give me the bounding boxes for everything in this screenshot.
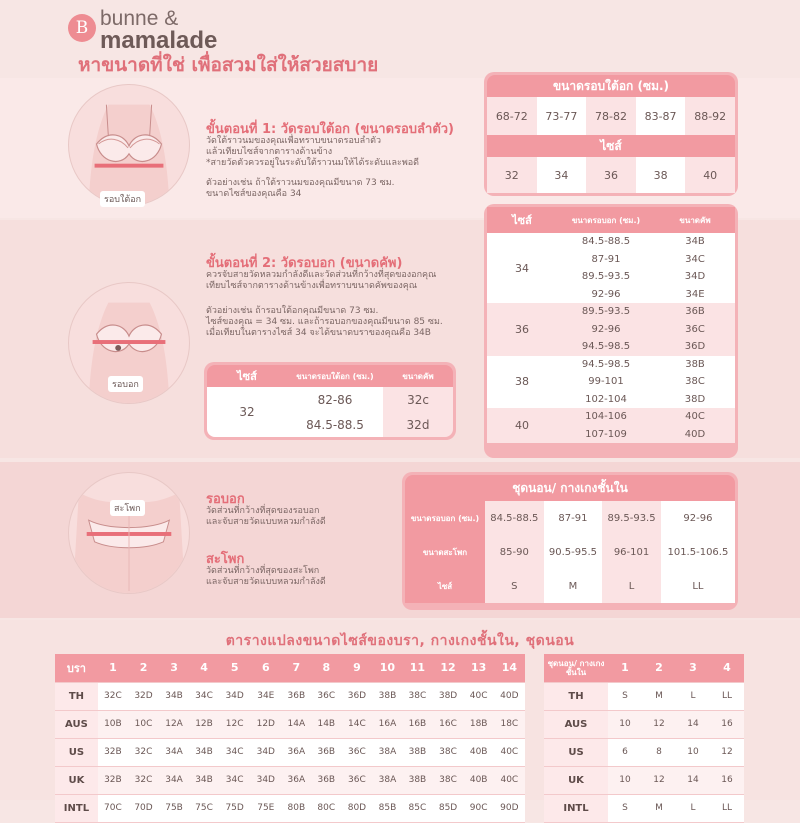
- conversion-cell: 40C: [494, 766, 525, 794]
- conversion-cell: 14: [676, 710, 710, 738]
- cup-bust-range: 94.5-98.5: [557, 356, 655, 374]
- conversion-cell: 34B: [189, 766, 219, 794]
- conversion-cell: 38A: [373, 738, 403, 766]
- example-cup-table: [204, 362, 456, 440]
- sleepwear-conversion-table: [544, 654, 744, 823]
- conversion-header-cell: 3: [159, 654, 189, 682]
- sleepwear-row-label: ขนาดรอบอก (ซม.): [405, 501, 485, 535]
- conversion-cell: L: [676, 794, 710, 822]
- conversion-cell: 38B: [402, 766, 432, 794]
- conversion-cell: 38B: [402, 738, 432, 766]
- sleepwear-cell: 101.5-106.5: [661, 535, 735, 569]
- conversion-cell: 34A: [159, 766, 189, 794]
- conversion-cell: 80D: [341, 794, 372, 822]
- waist-instructions: [206, 506, 326, 528]
- hip-illustration-icon: [69, 473, 189, 593]
- underbust-size: 36: [586, 157, 636, 193]
- waist-line: และจับสายวัดแบบหลวมกำลังดี: [206, 517, 326, 527]
- conversion-cell: 32B: [98, 738, 128, 766]
- underbust-table-header: ขนาดรอบใต้อก (ซม.): [487, 75, 735, 97]
- conversion-cell: 10: [676, 738, 710, 766]
- conversion-title: ตารางแปลงขนาดไซส์ของบรา, กางเกงชั้นใน, ชุดนอน: [225, 633, 575, 649]
- sleepwear-cell: 87-91: [544, 501, 603, 535]
- cup-bust-range: 104-106: [557, 408, 655, 426]
- conversion-region: TH: [55, 682, 98, 710]
- conversion-cell: 10: [608, 766, 642, 794]
- conversion-cell: 32C: [128, 738, 159, 766]
- sleepwear-row-label: ขนาดสะโพก: [405, 535, 485, 569]
- cup-bust-range: 102-104: [557, 391, 655, 409]
- cup-size: 38C: [655, 373, 735, 391]
- example-size: 32: [207, 387, 287, 437]
- underbust-illustration: [68, 84, 190, 206]
- step1-example-line: ตัวอย่างเช่น ถ้าใต้ราวนมของคุณมีขนาด 73 ซม.: [206, 178, 395, 188]
- hip-label: สะโพก: [110, 500, 145, 516]
- conversion-cell: 12B: [189, 710, 219, 738]
- conversion-cell: 32B: [98, 766, 128, 794]
- conversion-cell: 40C: [464, 682, 494, 710]
- example-range: 84.5-88.5: [287, 412, 383, 437]
- bra-conversion-table: [55, 654, 525, 823]
- underbust-size: 38: [636, 157, 686, 193]
- brand-name-line1: bunne &: [100, 7, 179, 30]
- conversion-header-cell: 3: [676, 654, 710, 682]
- cup-size: 36B: [655, 303, 735, 321]
- sleepwear-cell: 96-101: [602, 535, 661, 569]
- step2-line: เทียบไซส์จากตารางด้านข้างเพื่อทราบขนาดคัพของคุณ: [206, 281, 418, 291]
- hip-title: สะโพก: [206, 552, 245, 567]
- conversion-cell: 75B: [159, 794, 189, 822]
- conversion-region: TH: [544, 682, 608, 710]
- conversion-cell: 38D: [432, 682, 463, 710]
- conversion-cell: 10B: [98, 710, 128, 738]
- conversion-header-cell: 1: [608, 654, 642, 682]
- conversion-cell: 40B: [464, 766, 494, 794]
- conversion-header-cell: 4: [710, 654, 744, 682]
- conversion-cell: 34B: [159, 682, 189, 710]
- conversion-header-cell: 7: [281, 654, 311, 682]
- sleepwear-cell: 85-90: [485, 535, 544, 569]
- conversion-cell: 75D: [219, 794, 250, 822]
- conversion-cell: LL: [710, 794, 744, 822]
- conversion-cell: 38A: [373, 766, 403, 794]
- conversion-cell: 34B: [189, 738, 219, 766]
- cup-bust-range: 94.5-98.5: [557, 338, 655, 356]
- conversion-cell: S: [608, 682, 642, 710]
- cup-size: 38B: [655, 356, 735, 374]
- example-cup: 32d: [383, 412, 453, 437]
- cup-size-grid: [487, 207, 735, 443]
- waist-line: วัดส่วนที่กว้างที่สุดของรอบอก: [206, 506, 320, 516]
- conversion-header-cell: 4: [189, 654, 219, 682]
- conversion-cell: 75C: [189, 794, 219, 822]
- conversion-cell: 34C: [219, 738, 250, 766]
- cup-size: 34D: [655, 268, 735, 286]
- conversion-header-cell: 9: [341, 654, 372, 682]
- conversion-cell: M: [642, 682, 676, 710]
- conversion-cell: 18B: [464, 710, 494, 738]
- sleepwear-cell: 89.5-93.5: [602, 501, 661, 535]
- underbust-size: 32: [487, 157, 537, 193]
- cup-header-size: ไซส์: [487, 207, 557, 233]
- conversion-region: UK: [55, 766, 98, 794]
- conversion-cell: 14: [676, 766, 710, 794]
- conversion-cell: 16A: [373, 710, 403, 738]
- conversion-cell: 16: [710, 710, 744, 738]
- conversion-cell: 34D: [219, 682, 250, 710]
- sleepwear-cell: S: [485, 569, 544, 603]
- cup-header-bust: ขนาดรอบอก (ซม.): [557, 207, 655, 233]
- page-tagline: หาขนาดที่ใช่ เพื่อสวมใส่ให้สวยสบาย: [78, 54, 379, 76]
- conversion-cell: 36C: [341, 766, 372, 794]
- underbust-range: 83-87: [636, 97, 686, 135]
- conversion-header-cell: 2: [642, 654, 676, 682]
- conversion-cell: 16: [710, 766, 744, 794]
- conversion-cell: 34D: [250, 738, 281, 766]
- step2-example-line: ไซส์ของคุณ = 34 ซม. และถ้ารอบอกของคุณมีขนาด 85 ซม.: [206, 317, 443, 327]
- example-range: 82-86: [287, 387, 383, 412]
- conversion-cell: 34A: [159, 738, 189, 766]
- underbust-ranges-row: [487, 97, 735, 135]
- step2-example-line: เมื่อเทียบในตารางไซส์ 34 จะได้ขนาดบราของคุณคือ 34B: [206, 328, 431, 338]
- sleepwear-cell: 92-96: [661, 501, 735, 535]
- conversion-cell: 36B: [311, 738, 341, 766]
- underbust-range: 73-77: [537, 97, 587, 135]
- cup-bust-range: 107-109: [557, 426, 655, 444]
- conversion-cell: 40D: [494, 682, 525, 710]
- conversion-cell: 14A: [281, 710, 311, 738]
- cup-size: 34B: [655, 233, 735, 251]
- conversion-cell: 36A: [281, 738, 311, 766]
- conversion-cell: 36C: [311, 682, 341, 710]
- sleepwear-table-title: ชุดนอน/ กางเกงชั้นใน: [405, 475, 735, 501]
- bra-conversion-grid: [55, 654, 525, 823]
- step1-instructions: [206, 136, 419, 200]
- cup-bust-range: 92-96: [557, 286, 655, 304]
- conversion-region: US: [55, 738, 98, 766]
- conversion-cell: 36B: [311, 766, 341, 794]
- conversion-cell: 80C: [311, 794, 341, 822]
- conversion-header-cell: 6: [250, 654, 281, 682]
- cup-bust-range: 89.5-93.5: [557, 303, 655, 321]
- cup-group-size: 36: [487, 303, 557, 356]
- conversion-cell: 12: [710, 738, 744, 766]
- example-header-underbust: ขนาดรอบใต้อก (ซม.): [287, 365, 383, 387]
- cup-bust-range: 92-96: [557, 321, 655, 339]
- conversion-cell: 32C: [98, 682, 128, 710]
- conversion-cell: 6: [608, 738, 642, 766]
- underbust-label: รอบใต้อก: [100, 191, 145, 207]
- conversion-cell: 70D: [128, 794, 159, 822]
- cup-bust-range: 99-101: [557, 373, 655, 391]
- cup-header-cup: ขนาดคัพ: [655, 207, 735, 233]
- step1-line: แล้วเทียบไซส์จากตารางด้านข้าง: [206, 147, 333, 157]
- brand-logo-icon: B: [68, 14, 96, 42]
- underbust-range: 68-72: [487, 97, 537, 135]
- cup-group-size: 34: [487, 233, 557, 303]
- cup-size: 34E: [655, 286, 735, 304]
- cup-size: 40C: [655, 408, 735, 426]
- cup-size: 36D: [655, 338, 735, 356]
- conversion-cell: 32C: [128, 766, 159, 794]
- underbust-range: 88-92: [685, 97, 735, 135]
- conversion-cell: 80B: [281, 794, 311, 822]
- sleepwear-size-table: [402, 472, 738, 610]
- conversion-cell: 10C: [128, 710, 159, 738]
- underbust-sizes-row: [487, 157, 735, 193]
- step2-instructions: [206, 270, 443, 339]
- conversion-cell: 36B: [281, 682, 311, 710]
- conversion-header-cell: บรา: [55, 654, 98, 682]
- conversion-region: AUS: [55, 710, 98, 738]
- underbust-size: 34: [537, 157, 587, 193]
- bust-label: รอบอก: [108, 376, 143, 392]
- conversion-cell: 16C: [432, 710, 463, 738]
- conversion-cell: 90C: [464, 794, 494, 822]
- conversion-cell: 85D: [432, 794, 463, 822]
- conversion-region: INTL: [55, 794, 98, 822]
- conversion-cell: S: [608, 794, 642, 822]
- conversion-cell: 32D: [128, 682, 159, 710]
- hip-illustration: [68, 472, 190, 594]
- conversion-cell: 36A: [281, 766, 311, 794]
- step1-title: ขั้นตอนที่ 1: วัดรอบใต้อก (ขนาดรอบลำตัว): [206, 122, 455, 137]
- sleepwear-cell: LL: [661, 569, 735, 603]
- conversion-cell: 14B: [311, 710, 341, 738]
- conversion-cell: 85C: [402, 794, 432, 822]
- cup-group-size: 38: [487, 356, 557, 409]
- conversion-cell: 12D: [250, 710, 281, 738]
- cup-bust-range: 87-91: [557, 251, 655, 269]
- conversion-region: AUS: [544, 710, 608, 738]
- conversion-cell: 12: [642, 710, 676, 738]
- sleepwear-cell: M: [544, 569, 603, 603]
- sleepwear-cell: 84.5-88.5: [485, 501, 544, 535]
- conversion-cell: 85B: [373, 794, 403, 822]
- step1-example-line: ขนาดไซส์ของคุณคือ 34: [206, 189, 302, 199]
- conversion-cell: 14C: [341, 710, 372, 738]
- step2-title: ขั้นตอนที่ 2: วัดรอบอก (ขนาดคัพ): [206, 256, 403, 271]
- conversion-cell: 75E: [250, 794, 281, 822]
- conversion-region: US: [544, 738, 608, 766]
- hip-instructions: [206, 566, 326, 588]
- conversion-cell: 18C: [494, 710, 525, 738]
- conversion-cell: 36C: [341, 738, 372, 766]
- conversion-cell: 38C: [432, 738, 463, 766]
- conversion-cell: 8: [642, 738, 676, 766]
- conversion-header-cell: 5: [219, 654, 250, 682]
- cup-bust-range: 89.5-93.5: [557, 268, 655, 286]
- conversion-header-cell: 11: [402, 654, 432, 682]
- brand-name-line2: mamalade: [100, 27, 218, 54]
- body-illustration-icon: [69, 85, 189, 205]
- conversion-cell: 16B: [402, 710, 432, 738]
- underbust-range: 78-82: [586, 97, 636, 135]
- conversion-cell: 40B: [464, 738, 494, 766]
- conversion-cell: 38B: [373, 682, 403, 710]
- example-header-size: ไซส์: [207, 365, 287, 387]
- conversion-cell: 34E: [250, 682, 281, 710]
- size-header: ไซส์: [487, 135, 735, 157]
- step2-example-line: ตัวอย่างเช่น ถ้ารอบใต้อกคุณมีขนาด 73 ซม.: [206, 306, 379, 316]
- sleepwear-row-label: ไซส์: [405, 569, 485, 603]
- conversion-cell: 34C: [189, 682, 219, 710]
- conversion-header-cell: 8: [311, 654, 341, 682]
- conversion-cell: M: [642, 794, 676, 822]
- conversion-cell: 34C: [219, 766, 250, 794]
- step1-line: วัดใต้ราวนมของคุณเพื่อทราบขนาดรอบลำตัว: [206, 136, 382, 146]
- conversion-header-cell: 14: [494, 654, 525, 682]
- underbust-size: 40: [685, 157, 735, 193]
- conversion-cell: 12A: [159, 710, 189, 738]
- conversion-header-cell: 10: [373, 654, 403, 682]
- hip-line: วัดส่วนที่กว้างที่สุดของสะโพก: [206, 566, 320, 576]
- step1-line: *สายวัดตัวควรอยู่ในระดับใต้ราวนมให้ได้ระดับและพอดี: [206, 158, 419, 168]
- conversion-cell: 38C: [432, 766, 463, 794]
- cup-size-table: [484, 204, 738, 458]
- conversion-header-cell: 12: [432, 654, 463, 682]
- sleepwear-cell: 90.5-95.5: [544, 535, 603, 569]
- sleepwear-conversion-grid: [544, 654, 744, 823]
- conversion-header-cell: 1: [98, 654, 128, 682]
- conversion-header-cell: ชุดนอน/ กางเกงชั้นใน: [544, 654, 608, 682]
- cup-size: 36C: [655, 321, 735, 339]
- cup-bust-range: 84.5-88.5: [557, 233, 655, 251]
- cup-size: 40D: [655, 426, 735, 444]
- conversion-cell: 10: [608, 710, 642, 738]
- conversion-header-cell: 2: [128, 654, 159, 682]
- sleepwear-cell: L: [602, 569, 661, 603]
- cup-size: 34C: [655, 251, 735, 269]
- example-cup: 32c: [383, 387, 453, 412]
- conversion-cell: LL: [710, 682, 744, 710]
- conversion-header-cell: 13: [464, 654, 494, 682]
- conversion-cell: L: [676, 682, 710, 710]
- conversion-region: INTL: [544, 794, 608, 822]
- step2-line: ควรจับสายวัดหลวมกำลังดีและวัดส่วนที่กว้างที่สุดของอกคุณ: [206, 270, 437, 280]
- conversion-cell: 34D: [250, 766, 281, 794]
- sleepwear-grid: [405, 501, 735, 603]
- underbust-size-table: [484, 72, 738, 196]
- example-header-cup: ขนาดคัพ: [383, 365, 453, 387]
- conversion-cell: 70C: [98, 794, 128, 822]
- conversion-cell: 12: [642, 766, 676, 794]
- conversion-cell: 40C: [494, 738, 525, 766]
- cup-group-size: 40: [487, 408, 557, 443]
- conversion-cell: 12C: [219, 710, 250, 738]
- conversion-cell: 90D: [494, 794, 525, 822]
- waist-title: รอบอก: [206, 492, 245, 507]
- conversion-region: UK: [544, 766, 608, 794]
- conversion-cell: 36D: [341, 682, 372, 710]
- hip-line: และจับสายวัดแบบหลวมกำลังดี: [206, 577, 326, 587]
- cup-size: 38D: [655, 391, 735, 409]
- conversion-cell: 38C: [402, 682, 432, 710]
